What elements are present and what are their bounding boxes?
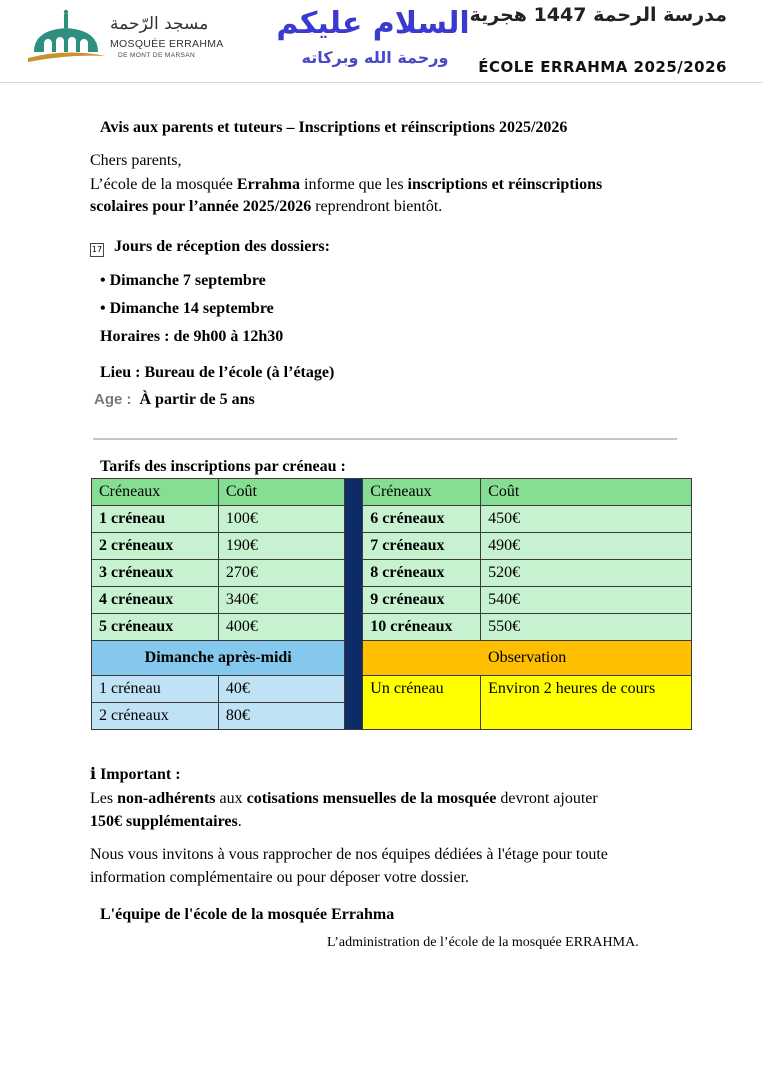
header-cell: Coût [481,479,692,506]
sunday-slot-cost: 80€ [218,703,345,730]
calendar-icon: 17 [90,243,104,257]
observation-header: Observation [363,641,692,676]
invitation-line-1: Nous vous invitons à vous rapprocher de nos équipes dédiées à l'étage pour toute [90,846,608,863]
slot-label: 6 créneaux [363,506,481,533]
age-requirement [94,389,255,411]
important-emphasis: non-adhérents [117,790,216,807]
slot-label: 3 créneaux [92,560,219,587]
intro-mosque-name: Errahma [236,176,301,193]
slot-cost: 550€ [481,614,692,641]
slot-label: 7 créneaux [363,533,481,560]
header-divider [0,82,763,83]
column-divider [345,479,363,730]
table-row [92,587,692,614]
slot-label: 2 créneaux [92,533,219,560]
table-section-row [92,641,692,676]
intro-emphasis: scolaires pour l’année 2025/2026 [90,198,312,215]
slot-label: 10 créneaux [363,614,481,641]
age-label: Age : [94,391,132,408]
intro-text: informe que les [300,176,408,193]
team-signature: L'équipe de l'école de la mosquée Errahma [100,906,395,923]
table-row [92,506,692,533]
invitation-line-2: information complémentaire ou pour déposer votre dossier. [90,869,470,886]
table-row [92,533,692,560]
intro-text: reprendront bientôt. [311,198,443,215]
table-header-row [92,479,692,506]
reception-days-label: Jours de réception des dossiers: [114,238,330,255]
header-cell: Créneaux [92,479,219,506]
slot-cost: 540€ [481,587,692,614]
tarifs-title: Tarifs des inscriptions par créneau : [100,458,346,475]
intro-line-2 [90,196,442,218]
logo-subtitle: DE MONT DE MARSAN [118,52,196,59]
reception-day-2: • Dimanche 14 septembre [100,300,274,317]
slot-cost: 100€ [218,506,345,533]
greeting: Chers parents, [90,152,182,169]
reception-place: Lieu : Bureau de l’école (à l’étage) [100,364,335,381]
sunday-slot-label: 1 créneau [92,676,219,703]
header-cell: Coût [218,479,345,506]
header-cell: Créneaux [363,479,481,506]
slot-cost: 520€ [481,560,692,587]
important-text: devront ajouter [496,790,598,807]
important-text: aux [215,790,247,807]
notice-title: Avis aux parents et tuteurs – Inscriptions et réinscriptions 2025/2026 [100,119,568,136]
info-icon: ℹ [90,764,97,783]
slot-cost: 490€ [481,533,692,560]
madrasa-title: مدرسة الرحمة 1447 هجرية [469,4,727,26]
slot-label: 1 créneau [92,506,219,533]
logo-arabic-name: مسجد الرّحمة [110,14,209,34]
intro-text: L’école de la mosquée [90,176,237,193]
logo-name: MOSQUÉE ERRAHMA [110,38,224,50]
slot-cost: 340€ [218,587,345,614]
slot-cost: 450€ [481,506,692,533]
slot-label: 4 créneaux [92,587,219,614]
slot-cost: 270€ [218,560,345,587]
observation-value: Environ 2 heures de cours [481,676,692,730]
reception-day-1: • Dimanche 7 septembre [100,272,266,289]
ecole-title: ÉCOLE ERRAHMA 2025/2026 [478,58,727,76]
table-row [92,676,692,703]
slot-label: 5 créneaux [92,614,219,641]
page-header [0,0,763,84]
reception-hours: Horaires : de 9h00 à 12h30 [100,328,284,345]
slot-cost: 190€ [218,533,345,560]
sunday-slot-cost: 40€ [218,676,345,703]
table-row [92,560,692,587]
important-emphasis: cotisations mensuelles de la mosquée [246,790,497,807]
tarifs-table [91,478,692,730]
important-line-1 [90,788,598,810]
reception-days-title [90,236,330,258]
age-value: À partir de 5 ans [139,391,255,408]
section-divider [93,438,677,440]
observation-label: Un créneau [363,676,481,730]
table-row [92,614,692,641]
salam-calligraphy-2: ورحمة الله وبركاته [301,48,449,67]
administration-signature: L’administration de l’école de la mosquée ERRAHMA. [327,935,639,950]
intro-emphasis: inscriptions et réinscriptions [407,176,603,193]
important-label: Important : [100,766,181,783]
slot-label: 9 créneaux [363,587,481,614]
sunday-header: Dimanche après-midi [92,641,345,676]
slot-label: 8 créneaux [363,560,481,587]
salam-calligraphy: السلام عليكم [276,6,470,41]
important-text: Les [90,790,118,807]
important-text: . [237,813,242,830]
important-title [90,763,181,786]
important-line-2 [90,811,242,833]
important-emphasis: 150€ supplémentaires [90,813,238,830]
slot-cost: 400€ [218,614,345,641]
sunday-slot-label: 2 créneaux [92,703,219,730]
intro-line-1 [90,174,602,196]
